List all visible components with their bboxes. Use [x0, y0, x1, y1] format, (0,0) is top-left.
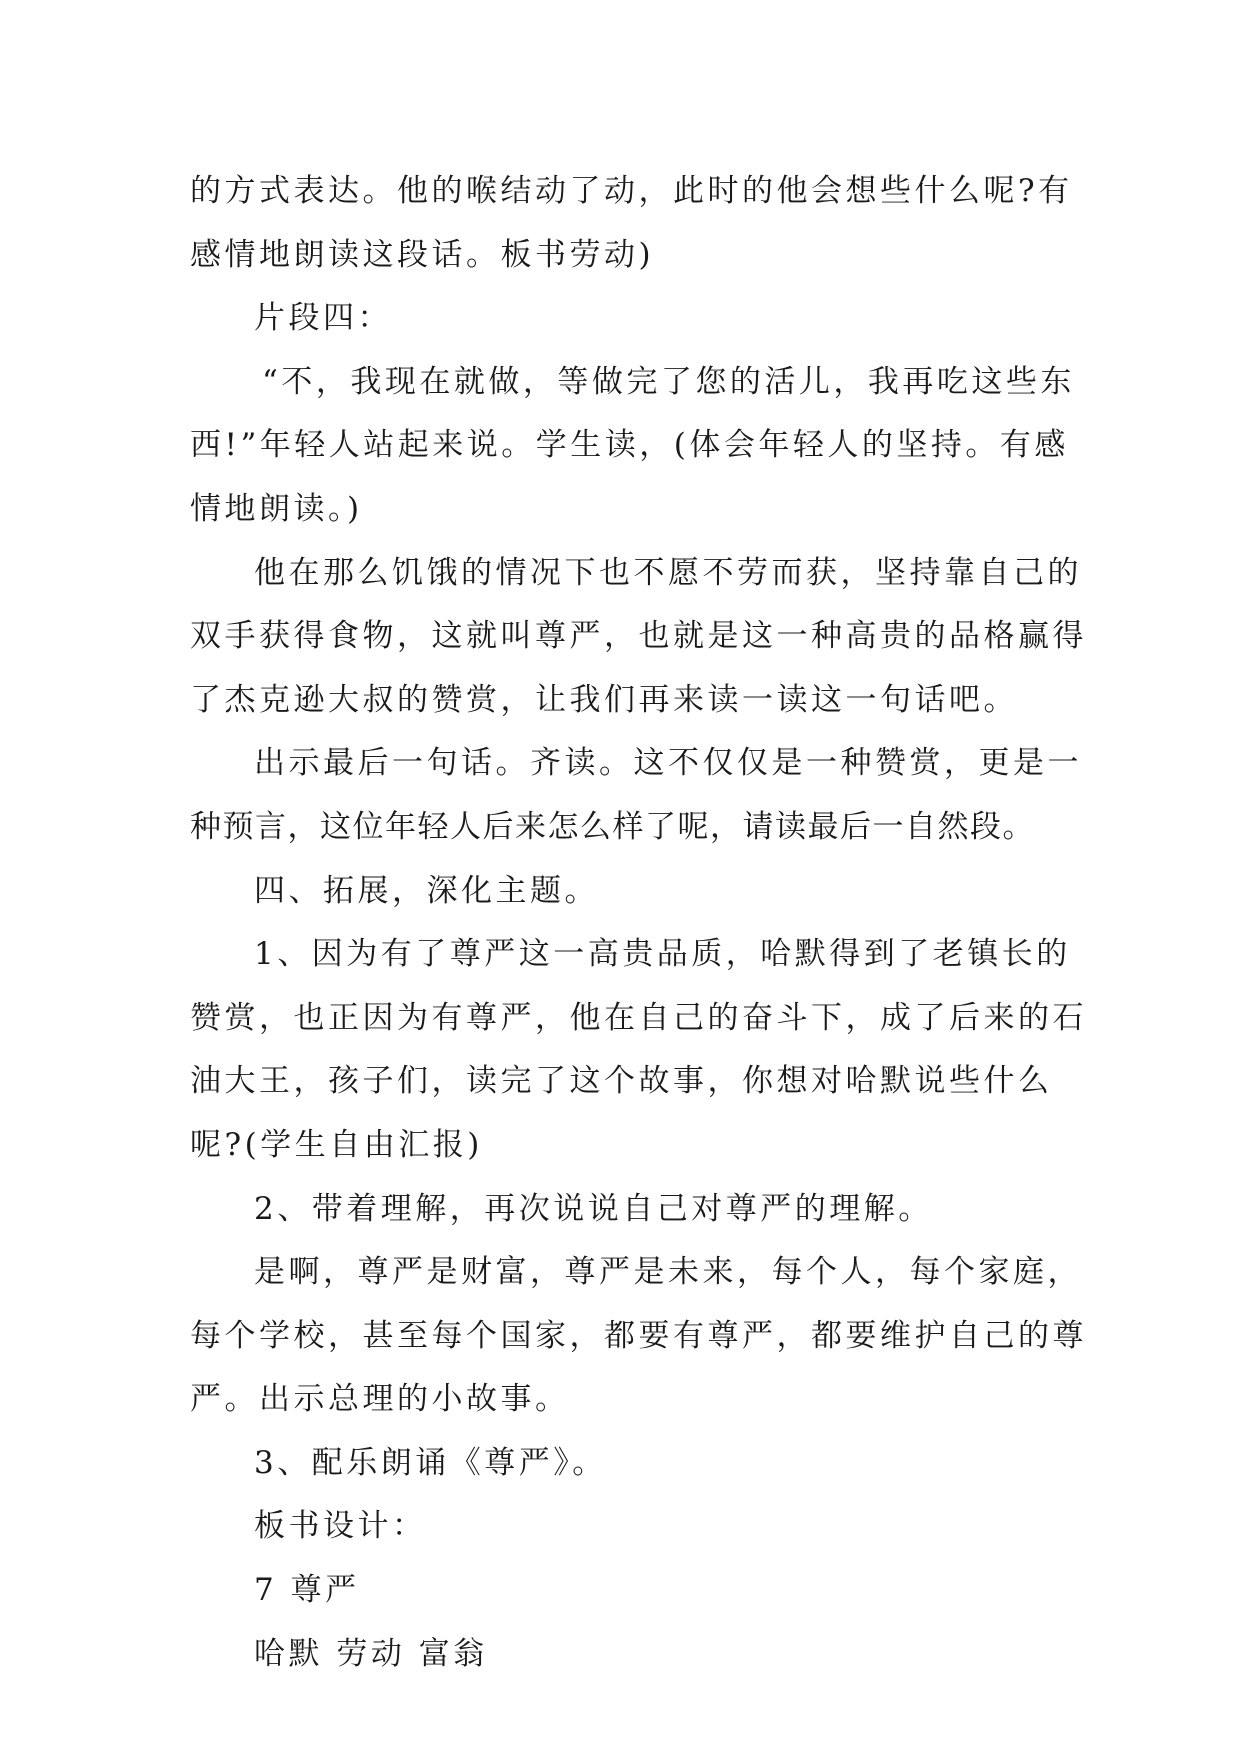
- text-line: 了杰克逊大叔的赞赏，让我们再来读一读这一句话吧。: [190, 681, 1018, 718]
- text-line: 赞赏，也正因为有尊严，他在自己的奋斗下，成了后来的石: [190, 999, 1087, 1036]
- text-line: 西!”年轻人站起来说。学生读，(体会年轻人的坚持。有感: [190, 427, 1069, 464]
- text-line: 油大王，孩子们，读完了这个故事，你想对哈默说些什么: [190, 1063, 1053, 1100]
- text-line: 情地朗读。): [190, 490, 363, 527]
- text-line: 2、带着理解，再次说说自己对尊严的理解。: [254, 1190, 933, 1227]
- text-line: 严。出示总理的小故事。: [190, 1381, 570, 1418]
- text-line: 的方式表达。他的喉结动了动，此时的他会想些什么呢?有: [190, 173, 1073, 209]
- text-line: 呢?(学生自由汇报): [190, 1126, 483, 1163]
- text-line: 是啊，尊严是财富，尊严是未来，每个人，每个家庭，: [254, 1254, 1082, 1291]
- text-line: “不，我现在就做，等做完了您的活儿，我再吃这些东: [262, 363, 1075, 400]
- text-line: 感情地朗读这段话。板书劳动): [190, 236, 655, 273]
- text-line: 1、因为有了尊严这一高贵品质，哈默得到了老镇长的: [254, 936, 1071, 973]
- text-line: 3、配乐朗诵《尊严》。: [254, 1444, 607, 1481]
- board-design-keywords: 哈默 劳动 富翁: [254, 1635, 488, 1672]
- section-heading: 片段四：: [254, 300, 392, 337]
- text-line: 他在那么饥饿的情况下也不愿不劳而获，坚持靠自己的: [254, 554, 1082, 591]
- text-line: 双手获得食物，这就叫尊严，也就是这一种高贵的品格赢得: [190, 618, 1087, 655]
- text-line: 每个学校，甚至每个国家，都要有尊严，都要维护自己的尊: [190, 1317, 1087, 1354]
- text-line: 种预言，这位年轻人后来怎么样了呢，请读最后一自然段。: [190, 808, 1035, 845]
- board-design-title: 7 尊严: [254, 1572, 360, 1609]
- body-text: [190, 160, 1087, 1686]
- text-line: 出示最后一句话。齐读。这不仅仅是一种赞赏，更是一: [254, 745, 1082, 782]
- section-heading: 板书设计：: [254, 1508, 427, 1545]
- section-heading: 四、拓展，深化主题。: [254, 872, 599, 909]
